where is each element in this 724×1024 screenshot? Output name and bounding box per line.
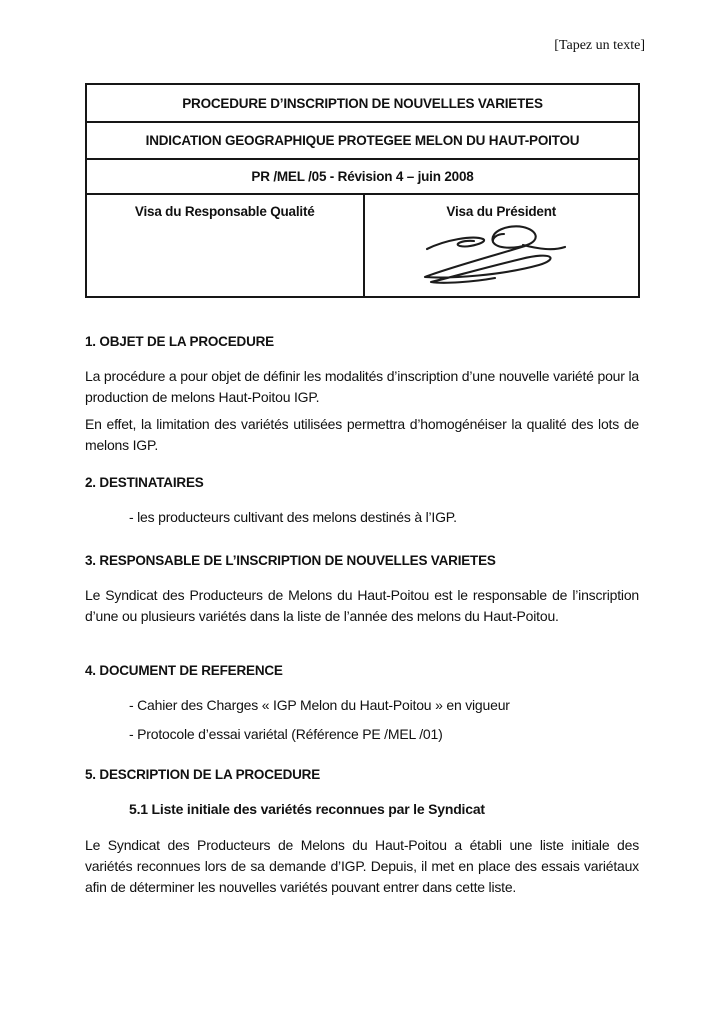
visa-responsable-qualite-label: Visa du Responsable Qualité [134,204,315,219]
section-5-subheading: 5.1 Liste initiale des variétés reconnues par le Syndicat [129,801,485,817]
section-2-list-item-1: - les producteurs cultivant des melons destinés à l’IGP. [129,509,457,525]
document-header-table [85,83,640,298]
visa-president-label: Visa du Président [446,204,557,219]
table-visa-row [87,195,638,296]
section-1-paragraph-2: En effet, la limitation des variétés utilisées permettra d’homogénéiser la qualité des lots de melons IGP. [85,416,639,453]
section-4-list-item-2: - Protocole d’essai variétal (Référence PE /MEL /01) [129,726,443,742]
visa-president-cell [363,195,639,296]
section-3-paragraph-1: Le Syndicat des Producteurs de Melons du Haut-Poitou est le responsable de l’inscription d’une ou plusieurs variétés dans la liste de l’année des melons du Haut-Poitou. [85,587,639,624]
president-signature-icon [365,221,639,287]
section-3-heading: 3. RESPONSABLE DE L’INSCRIPTION DE NOUVELLES VARIETES [85,553,496,568]
visa-responsable-qualite-cell [87,195,363,296]
section-5-heading: 5. DESCRIPTION DE LA PROCEDURE [85,767,321,782]
section-1-paragraph-1: La procédure a pour objet de définir les modalités d’inscription d’une nouvelle variété pour la production de melons Haut-Poitou IGP. [85,368,639,405]
section-5-paragraph-1: Le Syndicat des Producteurs de Melons du Haut-Poitou a établi une liste initiale des variétés reconnues lors de sa demande d’IGP. Depuis, il met en place des essais variétaux afin de déterminer les nouvelles variétés pouvant entrer dans cette liste. [85,837,639,895]
section-4-heading: 4. DOCUMENT DE REFERENCE [85,663,283,678]
section-2-heading: 2. DESTINATAIRES [85,475,204,490]
document-body [85,331,639,898]
header-placeholder-note: [Tapez un texte] [554,38,645,53]
table-title-row: PROCEDURE D’INSCRIPTION DE NOUVELLES VARIETES [87,85,638,123]
table-subtitle-row: INDICATION GEOGRAPHIQUE PROTEGEE MELON DU HAUT-POITOU [87,123,638,160]
table-reference-row: PR /MEL /05 - Révision 4 – juin 2008 [87,160,638,195]
section-4-list-item-1: - Cahier des Charges « IGP Melon du Haut-Poitou » en vigueur [129,697,510,713]
section-1-heading: 1. OBJET DE LA PROCEDURE [85,334,274,349]
